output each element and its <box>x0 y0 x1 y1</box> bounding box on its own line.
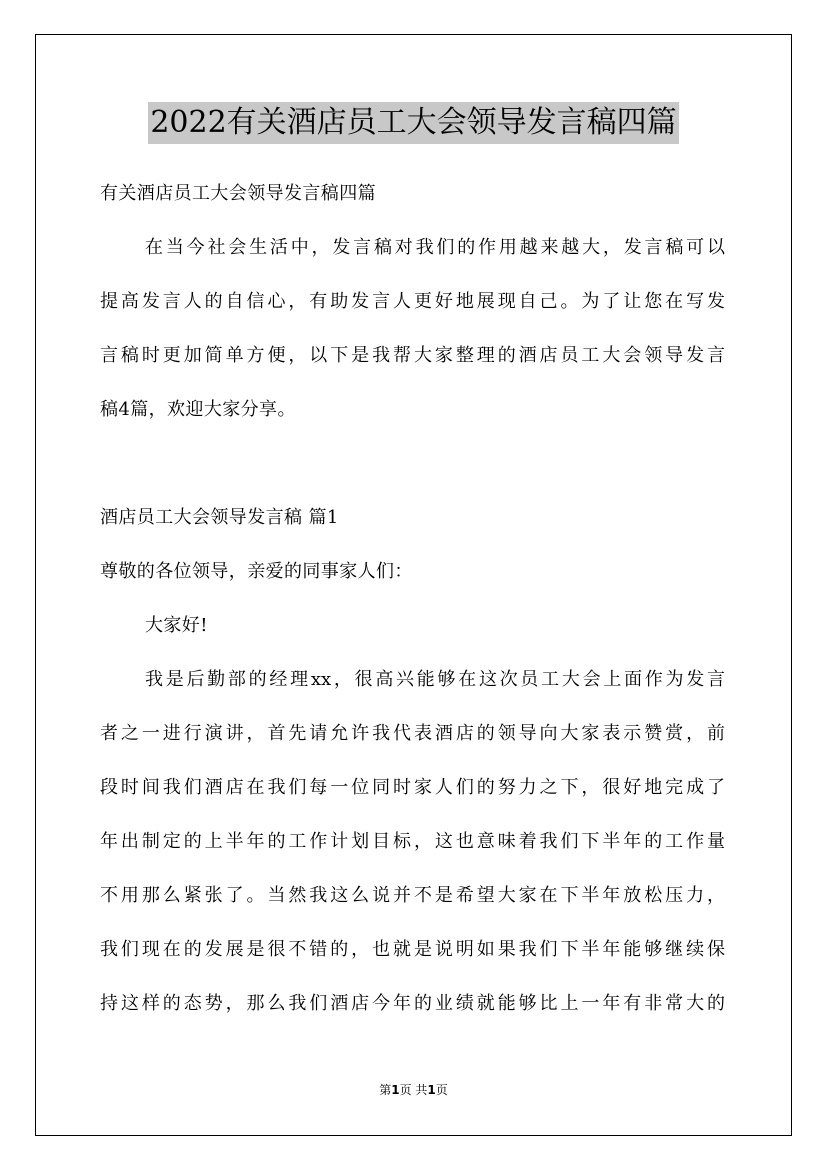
body-line-3: 段时间我们酒店在我们每一位同时家人们的努力之下，很好地完成了 <box>100 777 725 798</box>
body-line-6: 我们现在的发展是很不错的，也就是说明如果我们下半年能够继续保 <box>100 939 725 960</box>
body-line-7: 持这样的态势，那么我们酒店今年的业绩就能够比上一年有非常大的 <box>100 993 725 1014</box>
footer-prefix: 第 <box>379 1083 392 1097</box>
intro-line-2: 提高发言人的自信心，有助发言人更好地展现自己。为了让您在写发 <box>100 291 725 312</box>
document-subtitle: 有关酒店员工大会领导发言稿四篇 <box>100 183 376 204</box>
footer-suffix: 页 <box>435 1083 448 1097</box>
body-line-1: 我是后勤部的经理xx，很高兴能够在这次员工大会上面作为发言 <box>145 669 725 690</box>
body-line-2: 者之一进行演讲，首先请允许我代表酒店的领导向大家表示赞赏，前 <box>100 723 725 744</box>
footer-current-page: 1 <box>391 1083 400 1097</box>
page-footer <box>0 1082 827 1098</box>
greeting: 大家好! <box>145 615 208 636</box>
section-heading: 酒店员工大会领导发言稿 篇1 <box>100 507 339 528</box>
body-line-5: 不用那么紧张了。当然我这么说并不是希望大家在下半年放松压力， <box>100 885 725 906</box>
footer-mid: 页 共 <box>399 1083 428 1097</box>
intro-line-1: 在当今社会生活中，发言稿对我们的作用越来越大，发言稿可以 <box>145 237 725 258</box>
document-title: 2022有关酒店员工大会领导发言稿四篇 <box>148 102 678 144</box>
footer-total-pages: 1 <box>427 1083 436 1097</box>
intro-line-3: 言稿时更加简单方便，以下是我帮大家整理的酒店员工大会领导发言 <box>100 345 725 366</box>
body-line-4: 年出制定的上半年的工作计划目标，这也意味着我们下半年的工作量 <box>100 831 725 852</box>
intro-line-4: 稿4篇，欢迎大家分享。 <box>100 399 296 420</box>
title-container <box>0 102 827 144</box>
salutation: 尊敬的各位领导，亲爱的同事家人们： <box>100 561 413 582</box>
